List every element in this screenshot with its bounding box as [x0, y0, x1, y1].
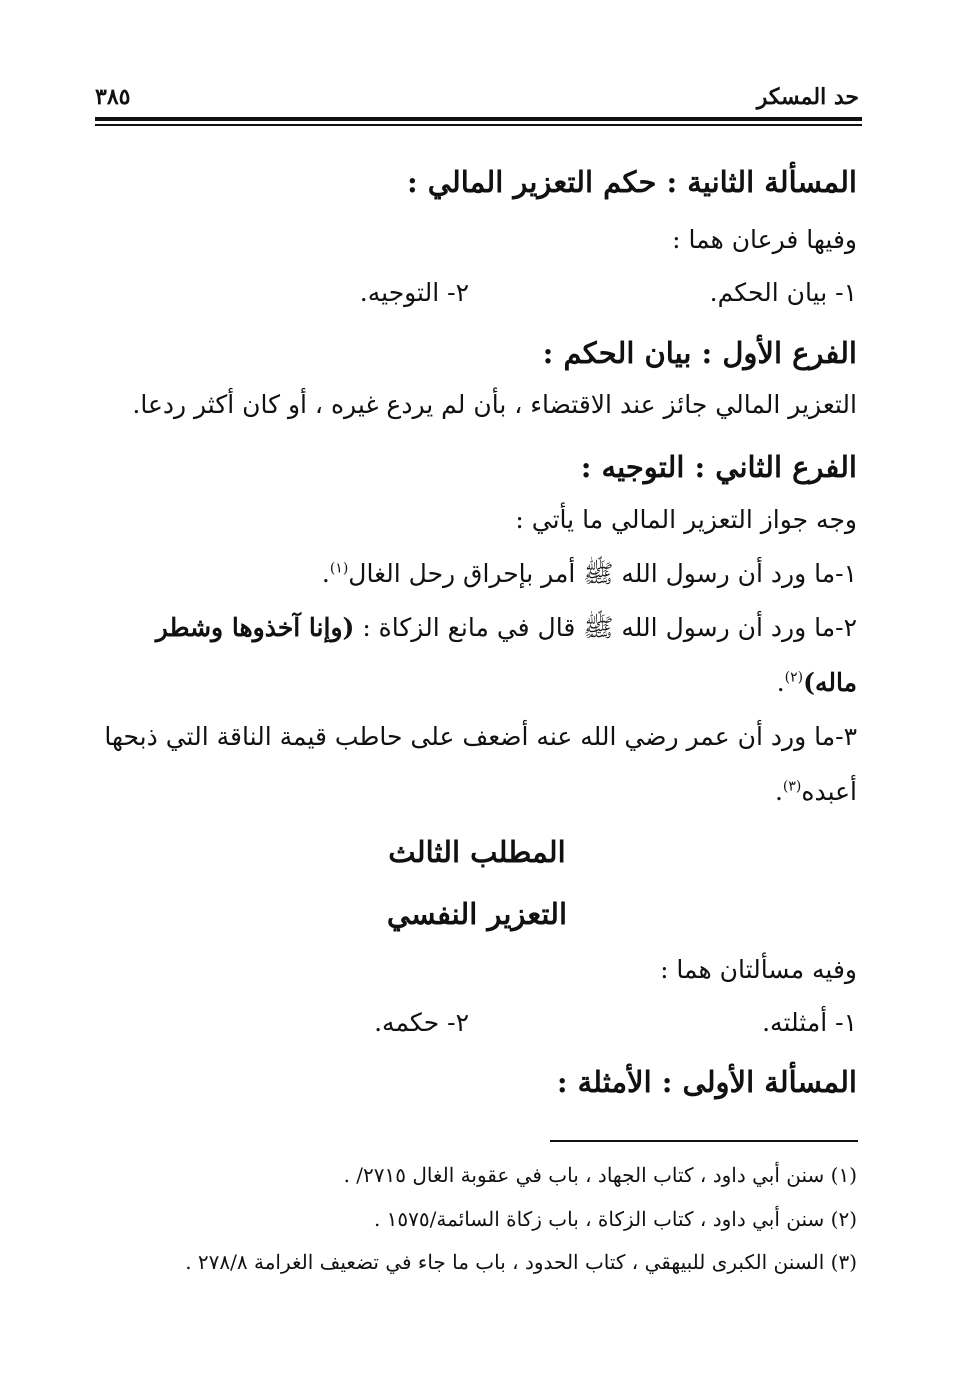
page-number: ٣٨٥	[95, 84, 131, 110]
subsection-subtitle: التعزير النفسي	[386, 897, 568, 931]
footnote-ref-3: (٣)	[782, 778, 802, 795]
branch2-heading: الفرع الثاني : التوجيه :	[580, 450, 857, 484]
footnote-3: (٣) السنن الكبرى للبيهقي ، كتاب الحدود ، باب ما جاء في تضعيف الغرامة ٢٧٨/٨ .	[185, 1250, 857, 1274]
subsection-item-2: ٢- حكمه.	[374, 1008, 469, 1037]
evidence-point-1: ١-ما ورد أن رسول الله ﷺ أمر بإحراق رحل الغال$^{(١)}$.	[321, 559, 857, 588]
header-rule-thick	[95, 117, 862, 121]
evidence-point-2	[97, 612, 857, 649]
evidence-point-3-end: أعبده	[801, 777, 857, 806]
branch2-intro: وجه جواز التعزير المالي ما يأتي :	[515, 505, 857, 534]
evidence-point-1-text: ١-ما ورد أن رسول الله ﷺ أمر بإحراق رحل الغال	[348, 559, 857, 588]
header-rule-thin	[95, 124, 862, 126]
branch-item-2: ٢- التوجيه.	[359, 278, 469, 307]
footnote-1: (١) سنن أبي داود ، كتاب الجهاد ، باب في عقوبة الغال ٢٧١٥/ .	[343, 1163, 857, 1187]
section-heading: المسألة الثانية : حكم التعزير المالي :	[406, 165, 857, 199]
evidence-point-2-continued: ماله)$^{(٢)}$.	[776, 668, 857, 697]
evidence-point-3-continued: أعبده$^{(٣)}$.	[774, 777, 857, 806]
evidence-point-3: ٣-ما ورد أن عمر رضي الله عنه أضعف على حاطب قيمة الناقة التي ذبحها	[104, 722, 857, 751]
running-title: حد المسكر	[756, 84, 859, 110]
evidence-point-2-text: ٢-ما ورد أن رسول الله ﷺ قال في مانع الزكاة :	[362, 613, 857, 642]
hadith-quote-start: (وإنا آخذوها وشطر	[155, 613, 355, 642]
footnote-ref-2: (٢)	[784, 669, 804, 686]
footnote-ref-1: (١)	[329, 560, 349, 577]
branch-item-1: ١- بيان الحكم.	[709, 278, 857, 307]
branch1-heading: الفرع الأول : بيان الحكم :	[542, 336, 857, 370]
subsection-title: المطلب الثالث	[388, 835, 566, 869]
subsection-intro: وفيه مسألتان هما :	[660, 955, 857, 984]
footnote-separator	[550, 1140, 858, 1142]
hadith-quote-end: ماله)	[803, 668, 857, 697]
section-intro: وفيها فرعان هما :	[672, 225, 857, 254]
subsection-item-1: ١- أمثلته.	[762, 1008, 857, 1037]
branch1-text: التعزير المالي جائز عند الاقتضاء ، بأن لم يردع غيره ، أو كان أكثر ردعا.	[132, 390, 857, 419]
issue-heading: المسألة الأولى : الأمثلة :	[556, 1065, 857, 1099]
footnote-2: (٢) سنن أبي داود ، كتاب الزكاة ، باب زكاة السائمة/١٥٧٥ .	[373, 1207, 857, 1231]
